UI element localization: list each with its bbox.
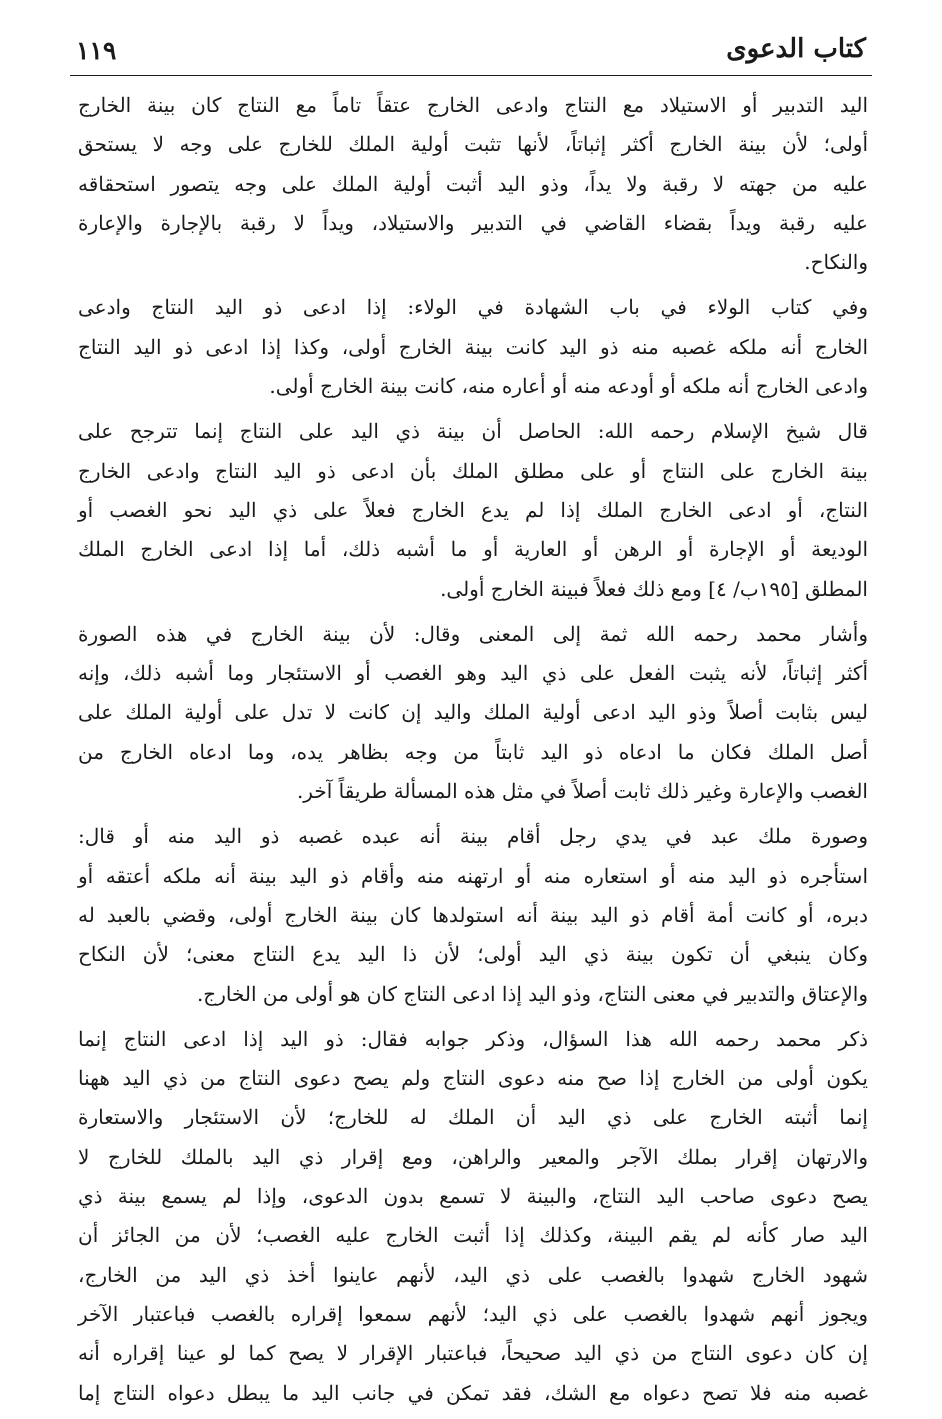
text-line: والإعتاق والتدبير في معنى النتاج، وذو اليد إذا ادعى النتاج كان هو أولى من الخارج. (196, 981, 868, 1006)
text-line: ويجوز أنهم شهدوا بالغصب على ذي اليد؛ لأنهم سمعوا إقراره بالغصب فباعتبار الآخر (78, 1301, 868, 1326)
paragraph-3 (78, 412, 868, 608)
text-line: وفي كتاب الولاء في باب الشهادة في الولاء: إذا ادعى ذو اليد النتاج وادعى (78, 295, 868, 320)
text-line: اليد التدبير أو الاستيلاد مع النتاج وادعى الخارج عتقاً تاماً مع النتاج كان بينة الخارج (78, 93, 868, 117)
text-line: بينة الخارج على النتاج أو على مطلق الملك بأن ادعى ذو اليد النتاج وادعى الخارج (78, 458, 868, 483)
text-line: إنما أثبته الخارج على ذي اليد أن الملك له للخارج؛ لأن الاستئجار والاستعارة (78, 1105, 868, 1130)
text-line: الوديعة أو الإجارة أو الرهن أو العارية أو ما أشبه ذلك، أما إذا ادعى الخارج الملك (78, 537, 868, 562)
text-line: أولى؛ لأن بينة الخارج أكثر إثباتاً، لأنها تثبت أولية الملك للخارج على وجه لا يستحق (78, 132, 868, 157)
text-line: استأجره ذو اليد منه أو استعاره منه أو ارتهنه منه وأقام ذو اليد بينة أنه ملكه أعتقه أو (78, 863, 868, 888)
text-line: وادعى الخارج أنه ملكه أو أودعه منه أو أعاره منه، كانت بينة الخارج أولى. (269, 374, 868, 399)
page-header (70, 30, 872, 72)
paragraph-4 (78, 615, 868, 811)
text-line: الغصب والإعارة وغير ذلك ثابت أصلاً في مثل هذه المسألة طريقاً آخر. (296, 779, 868, 804)
text-line: ليس بثابت أصلاً وذو اليد ادعى أولية الملك واليد إن كانت لا تدل على أولية الملك على (78, 700, 868, 725)
running-title: كتاب الدعوى (726, 34, 866, 64)
text-line: وكان ينبغي أن تكون بينة ذي اليد أولى؛ لأن ذا اليد يدع النتاج معنى؛ لأن النكاح (78, 942, 868, 967)
text-line: غصبه منه فلا تصح دعواه مع الشك، فقد تمكن في جانب اليد ما يبطل دعواه النتاج إما (78, 1380, 868, 1405)
text-line: يصح دعوى صاحب اليد النتاج، والبينة لا تسمع بدون الدعوى، وإذا لم يسمع بينة ذي (78, 1184, 868, 1209)
paragraph-6 (78, 1020, 868, 1413)
text-line: عليه من جهته لا رقبة ولا يداً، وذو اليد أثبت أولية الملك على وجه يتصور استحقاقه (78, 171, 868, 196)
text-line: شهود الخارج شهدوا بالغصب على ذي اليد، لأنهم عاينوا أخذ ذي اليد من الخارج، (78, 1262, 868, 1287)
text-line: النتاج، أو ادعى الخارج الملك إذا لم يدع الخارج فعلاً على ذي اليد نحو الغصب أو (78, 497, 868, 522)
text-line: والارتهان إقرار بملك الآجر والمعير والراهن، ومع إقرار ذي اليد بالملك للخارج لا (78, 1144, 868, 1169)
text-line: اليد صار كأنه لم يقم البينة، وكذلك إذا أثبت الخارج عليه الغصب؛ لأن من الجائز أن (78, 1223, 868, 1248)
text-line: دبره، أو كانت أمة أقام ذو اليد بينة أنه استولدها كان بينة الخارج أولى، وقضي بالعبد له (78, 902, 868, 927)
text-line: إن كان دعوى النتاج من ذي اليد صحيحاً، فباعتبار الإقرار لا يصح كما لو عينا إقراره أنه (78, 1341, 868, 1366)
body-text (78, 86, 868, 1419)
text-line: وصورة ملك عبد في يدي رجل أقام بينة أنه عبده غصبه ذو اليد منه أو قال: (78, 824, 868, 849)
text-line: قال شيخ الإسلام رحمه الله: الحاصل أن بينة ذي اليد على النتاج إنما تترجح على (78, 419, 868, 444)
text-line: أصل الملك فكان ما ادعاه ذو اليد ثابتاً من وجه بظاهر يده، وما ادعاه الخارج من (78, 739, 868, 764)
text-line: ذكر محمد رحمه الله هذا السؤال، وذكر جوابه فقال: ذو اليد إذا ادعى النتاج إنما (78, 1026, 868, 1051)
paragraph-5 (78, 817, 868, 1013)
text-line: وأشار محمد رحمه الله ثمة إلى المعنى وقال: لأن بينة الخارج في هذه الصورة (78, 621, 868, 646)
text-line: الخارج أنه ملكه غصبه منه ذو اليد كانت بينة الخارج أولى، وكذا إذا ادعى ذو اليد النتاج (78, 334, 868, 359)
header-rule (70, 75, 872, 76)
text-line: يكون أولى من الخارج إذا صح منه دعوى النتاج ولم يصح دعوى النتاج من ذي اليد ههنا (78, 1066, 868, 1091)
paragraph-2 (78, 288, 868, 406)
text-line: أكثر إثباتاً، لأنه يثبت الفعل على ذي اليد وهو الغصب أو الاستئجار وما أشبه ذلك، وإنه (78, 661, 868, 686)
paragraph-1 (78, 86, 868, 282)
page-number: ١١٩ (76, 36, 117, 65)
text-line: عليه رقبة ويداً بقضاء القاضي في التدبير والاستيلاد، ويداً لا رقبة بالإجارة والإعارة (78, 210, 868, 235)
text-line: والنكاح. (804, 250, 868, 275)
text-line: المطلق [١٩٥ب/ ٤] ومع ذلك فعلاً فبينة الخارج أولى. (440, 576, 868, 601)
